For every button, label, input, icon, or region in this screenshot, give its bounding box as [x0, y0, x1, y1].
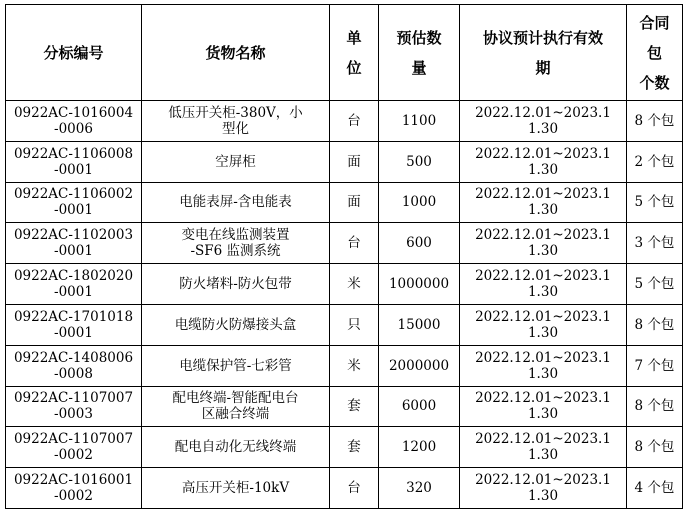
goods-name-cell — [142, 427, 330, 468]
quantity-cell-text: 320 — [406, 480, 432, 497]
unit-cell-text: 面 — [347, 153, 361, 170]
header-validity-period: 协议预计执行有效 期 — [460, 5, 627, 101]
table-row — [6, 101, 683, 142]
goods-name-cell-text: 低压开关柜-380V，小 — [168, 104, 303, 121]
validity-period-cell — [460, 345, 627, 386]
quantity-cell-text: 2000000 — [388, 357, 450, 374]
validity-period-cell-text: 1.30 — [527, 120, 559, 137]
goods-name-cell-text: 空屏柜 — [215, 153, 256, 170]
lot-no-cell — [6, 141, 142, 182]
quantity-cell — [379, 264, 460, 305]
lot-no-cell-text: -0001 — [54, 202, 93, 219]
goods-name-cell-text: 区融合终端 — [201, 406, 270, 423]
contract-packages-cell-text: 2 个包 — [634, 153, 675, 170]
header-row — [6, 5, 683, 101]
validity-period-cell-text: 2022.12.01~2023.1 — [475, 349, 611, 366]
lot-no-cell-text: 0922AC-1701018 — [13, 308, 134, 325]
quantity-cell-text: 15000 — [397, 316, 441, 333]
contract-packages-cell-text: 5 个包 — [634, 276, 675, 293]
validity-period-cell — [460, 101, 627, 142]
validity-period-cell-text: 2022.12.01~2023.1 — [475, 472, 611, 489]
quantity-cell — [379, 182, 460, 223]
lot-no-cell-text: 0922AC-1016004 — [13, 104, 134, 121]
validity-period-cell-text: 2022.12.01~2023.1 — [475, 145, 611, 162]
lot-no-cell — [6, 304, 142, 345]
validity-period-cell-text: 1.30 — [527, 161, 559, 178]
validity-period-cell-text: 1.30 — [527, 284, 559, 301]
unit-cell — [330, 304, 379, 345]
contract-packages-cell-text: 8 个包 — [634, 112, 675, 129]
table-row — [6, 141, 683, 182]
validity-period-cell — [460, 386, 627, 427]
contract-packages-cell — [627, 304, 683, 345]
goods-name-cell — [142, 386, 330, 427]
unit-cell-text: 面 — [347, 194, 361, 211]
table-row — [6, 264, 683, 305]
lot-no-cell-text: -0001 — [54, 284, 93, 301]
validity-period-cell-text: 2022.12.01~2023.1 — [475, 431, 611, 448]
lot-no-cell-text: 0922AC-1106008 — [13, 145, 134, 162]
lot-no-cell-text: 0922AC-1107007 — [13, 431, 134, 448]
bid-lot-table — [5, 4, 683, 509]
table-row — [6, 223, 683, 264]
contract-packages-cell-text: 8 个包 — [634, 398, 675, 415]
lot-no-cell — [6, 468, 142, 509]
validity-period-cell-text: 2022.12.01~2023.1 — [475, 186, 611, 203]
goods-name-cell — [142, 264, 330, 305]
validity-period-cell — [460, 304, 627, 345]
goods-name-cell-text: 配电终端-智能配电台 — [172, 390, 299, 407]
goods-name-cell-text: 防火堵料-防火包带 — [179, 276, 292, 293]
validity-period-cell — [460, 141, 627, 182]
quantity-cell — [379, 304, 460, 345]
unit-cell — [330, 386, 379, 427]
goods-name-cell — [142, 345, 330, 386]
lot-no-cell — [6, 182, 142, 223]
quantity-cell-text: 1100 — [401, 112, 437, 129]
unit-cell-text: 只 — [347, 316, 361, 333]
contract-packages-cell-text: 5 个包 — [634, 194, 675, 211]
table-row — [6, 468, 683, 509]
unit-cell — [330, 345, 379, 386]
validity-period-cell-text: 1.30 — [527, 243, 559, 260]
lot-no-cell — [6, 101, 142, 142]
header-lot-no: 分标编号 — [6, 5, 142, 101]
goods-name-cell — [142, 223, 330, 264]
lot-no-cell-text: 0922AC-1802020 — [13, 268, 134, 285]
lot-no-cell-text: -0006 — [54, 120, 93, 137]
unit-cell — [330, 182, 379, 223]
lot-no-cell — [6, 427, 142, 468]
goods-name-cell — [142, 182, 330, 223]
contract-packages-cell-text: 7 个包 — [634, 357, 675, 374]
lot-no-cell — [6, 386, 142, 427]
unit-cell — [330, 223, 379, 264]
validity-period-cell-text: 2022.12.01~2023.1 — [475, 227, 611, 244]
goods-name-cell-text: 变电在线监测装置 — [181, 227, 290, 244]
unit-cell-text: 台 — [347, 480, 361, 497]
validity-period-cell-text: 2022.12.01~2023.1 — [475, 104, 611, 121]
lot-no-cell-text: 0922AC-1102003 — [13, 227, 134, 244]
unit-cell-text: 米 — [347, 357, 361, 374]
header-contract-packages: 合同 包 个数 — [627, 5, 683, 101]
lot-no-cell-text: -0001 — [54, 243, 93, 260]
contract-packages-cell — [627, 101, 683, 142]
validity-period-cell-text: 1.30 — [527, 202, 559, 219]
contract-packages-cell — [627, 386, 683, 427]
unit-cell-text: 米 — [347, 276, 361, 293]
quantity-cell-text: 1200 — [401, 439, 437, 456]
unit-cell-text: 套 — [347, 439, 361, 456]
contract-packages-cell-text: 3 个包 — [634, 235, 675, 252]
validity-period-cell-text: 2022.12.01~2023.1 — [475, 268, 611, 285]
lot-no-cell — [6, 264, 142, 305]
header-estimated-quantity: 预估数 量 — [379, 5, 460, 101]
validity-period-cell-text: 2022.12.01~2023.1 — [475, 390, 611, 407]
goods-name-cell-text: 电缆防火防爆接头盒 — [174, 316, 297, 333]
validity-period-cell-text: 1.30 — [527, 406, 559, 423]
unit-cell — [330, 101, 379, 142]
lot-no-cell-text: 0922AC-1107007 — [13, 390, 134, 407]
goods-name-cell — [142, 468, 330, 509]
unit-cell — [330, 264, 379, 305]
table-row — [6, 304, 683, 345]
contract-packages-cell — [627, 468, 683, 509]
lot-no-cell-text: -0002 — [54, 447, 93, 464]
quantity-cell — [379, 101, 460, 142]
quantity-cell — [379, 223, 460, 264]
validity-period-cell — [460, 182, 627, 223]
unit-cell-text: 套 — [347, 398, 361, 415]
quantity-cell — [379, 468, 460, 509]
goods-name-cell-text: 电能表屏-含电能表 — [179, 194, 292, 211]
quantity-cell-text: 500 — [406, 153, 432, 170]
lot-no-cell-text: 0922AC-1016001 — [13, 472, 134, 489]
contract-packages-cell — [627, 427, 683, 468]
contract-packages-cell — [627, 141, 683, 182]
unit-cell — [330, 468, 379, 509]
quantity-cell — [379, 345, 460, 386]
lot-no-cell-text: -0001 — [54, 324, 93, 341]
contract-packages-cell — [627, 182, 683, 223]
validity-period-cell-text: 1.30 — [527, 447, 559, 464]
goods-name-cell — [142, 101, 330, 142]
table-row — [6, 386, 683, 427]
contract-packages-cell — [627, 345, 683, 386]
validity-period-cell — [460, 427, 627, 468]
table-row — [6, 182, 683, 223]
unit-cell-text: 台 — [347, 235, 361, 252]
validity-period-cell-text: 2022.12.01~2023.1 — [475, 308, 611, 325]
validity-period-cell-text: 1.30 — [527, 488, 559, 505]
table-body — [6, 101, 683, 509]
goods-name-cell — [142, 304, 330, 345]
table-row — [6, 345, 683, 386]
lot-no-cell-text: -0003 — [54, 406, 93, 423]
unit-cell — [330, 141, 379, 182]
contract-packages-cell-text: 8 个包 — [634, 439, 675, 456]
goods-name-cell-text: 高压开关柜-10kV — [181, 480, 290, 497]
lot-no-cell-text: 0922AC-1408006 — [13, 349, 134, 366]
quantity-cell — [379, 141, 460, 182]
goods-name-cell-text: 型化 — [222, 120, 249, 137]
contract-packages-cell — [627, 223, 683, 264]
quantity-cell-text: 6000 — [401, 398, 437, 415]
lot-no-cell — [6, 345, 142, 386]
goods-name-cell-text: -SF6 监测系统 — [190, 243, 281, 260]
contract-packages-cell-text: 8 个包 — [634, 316, 675, 333]
unit-cell — [330, 427, 379, 468]
validity-period-cell — [460, 468, 627, 509]
contract-packages-cell — [627, 264, 683, 305]
lot-no-cell-text: -0001 — [54, 161, 93, 178]
quantity-cell — [379, 427, 460, 468]
lot-no-cell-text: -0008 — [54, 365, 93, 382]
contract-packages-cell-text: 4 个包 — [634, 480, 675, 497]
quantity-cell — [379, 386, 460, 427]
quantity-cell-text: 1000000 — [388, 276, 450, 293]
goods-name-cell-text: 配电自动化无线终端 — [174, 439, 297, 456]
quantity-cell-text: 600 — [406, 235, 432, 252]
table-row — [6, 427, 683, 468]
header-unit: 单 位 — [330, 5, 379, 101]
goods-name-cell — [142, 141, 330, 182]
lot-no-cell-text: -0002 — [54, 488, 93, 505]
validity-period-cell — [460, 264, 627, 305]
validity-period-cell-text: 1.30 — [527, 324, 559, 341]
unit-cell-text: 台 — [347, 112, 361, 129]
validity-period-cell-text: 1.30 — [527, 365, 559, 382]
goods-name-cell-text: 电缆保护管-七彩管 — [179, 357, 292, 374]
validity-period-cell — [460, 223, 627, 264]
header-goods-name: 货物名称 — [142, 5, 330, 101]
lot-no-cell — [6, 223, 142, 264]
lot-no-cell-text: 0922AC-1106002 — [13, 186, 134, 203]
quantity-cell-text: 1000 — [401, 194, 437, 211]
